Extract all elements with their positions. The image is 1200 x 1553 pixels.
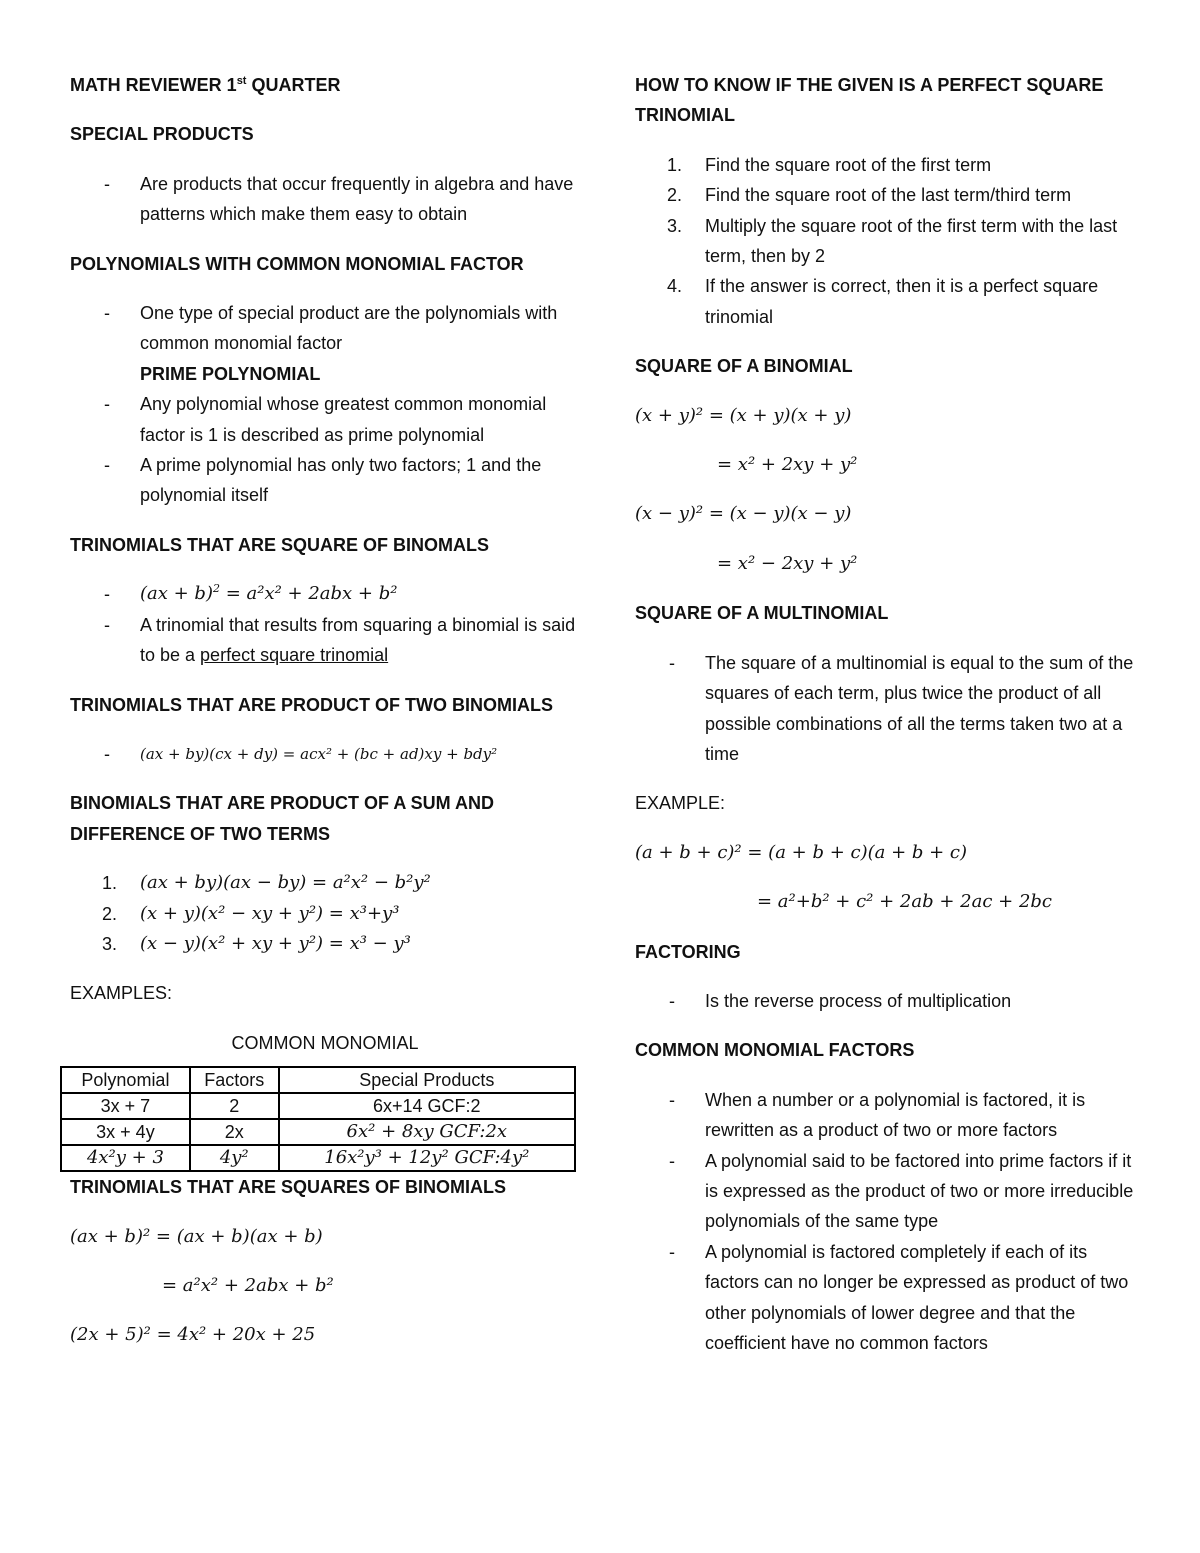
poly-common-item-3 <box>70 450 580 511</box>
binom-item-3 <box>70 929 580 959</box>
poly-common-text-2: Any polynomial whose greatest common monomial factor is 1 is described as prime polynomial <box>140 394 547 445</box>
table-header: Special Products <box>279 1067 575 1093</box>
tri-square-heading: TRINOMIALS THAT ARE SQUARE OF BINOMALS <box>70 534 489 555</box>
square-binomial-heading: SQUARE OF A BINOMIAL <box>635 356 853 377</box>
table-cell: 16x²y³ + 12y² GCF:4y² <box>279 1145 575 1171</box>
table-row <box>61 1145 575 1171</box>
step-text: Find the square root of the first term <box>705 154 992 175</box>
perfect-square-step-3 <box>635 211 1145 272</box>
tri-square-text <box>140 610 580 671</box>
dash-marker: - <box>104 394 110 415</box>
tri-square-formula-item <box>70 579 580 609</box>
table-cell: 6x+14 GCF:2 <box>279 1093 575 1119</box>
list-number: 2. <box>667 185 683 206</box>
left-column <box>70 70 580 1351</box>
square-multinomial-text: The square of a multinomial is equal to the sum of the squares of each term, plus twice the product of all possible combinations of all the terms taken two at a time <box>705 652 1134 764</box>
binom-item-1 <box>70 868 580 898</box>
perfect-square-step-2 <box>635 180 1145 210</box>
tri-square-formula: (ax + b)$^2$ = a²x² + 2abx + b² <box>140 582 398 605</box>
tri-squares-eq-3: (2x + 5)² = 4x² + 20x + 25 <box>70 1324 316 1346</box>
binom-formula-3: (x − y)(x² + xy + y²) = x³ − y³ <box>140 932 411 954</box>
table-cell: 6x² + 8xy GCF:2x <box>279 1119 575 1145</box>
perfect-square-trinomial-term: perfect square trinomial <box>200 645 389 666</box>
cmf-text-2: A polynomial said to be factored into prime factors if it is expressed as the product of two or more irreducible polynomials of the same type <box>705 1150 1134 1232</box>
table-cell: 2x <box>190 1119 279 1145</box>
square-binomial-eq-1: (x + y)² = (x + y)(x + y) <box>635 404 852 426</box>
factoring-heading: FACTORING <box>635 941 741 962</box>
binom-item-2 <box>70 899 580 929</box>
table-header: Factors <box>190 1067 279 1093</box>
square-multinomial-item <box>635 648 1145 770</box>
binom-formula-2: (x + y)(x² − xy + y²) = x³+y³ <box>140 902 400 924</box>
cmf-item-1 <box>635 1085 1145 1146</box>
title-main: MATH REVIEWER 1 <box>70 75 237 95</box>
square-binomial-eq-2: = x² + 2xy + y² <box>717 454 858 476</box>
tri-product-formula: (ax + by)(cx + dy) = acx² + (bc + ad)xy + bdy² <box>140 744 498 763</box>
dash-marker: - <box>104 303 110 324</box>
factoring-item <box>635 986 1145 1016</box>
right-column <box>635 70 1145 1358</box>
binom-sum-diff-heading: BINOMIALS THAT ARE PRODUCT OF A SUM AND DIFFERENCE OF TWO TERMS <box>70 793 494 844</box>
dash-marker: - <box>104 584 110 605</box>
dash-marker: - <box>669 1089 675 1110</box>
cmf-text-1: When a number or a polynomial is factored, it is rewritten as a product of two or more factors <box>705 1089 1086 1141</box>
example-label: EXAMPLE: <box>635 793 726 814</box>
document-title <box>70 70 580 100</box>
table-cell: 2 <box>190 1093 279 1119</box>
tri-square-text-item <box>70 610 580 671</box>
list-number: 1. <box>667 154 683 175</box>
special-products-heading: SPECIAL PRODUCTS <box>70 124 254 145</box>
factoring-text: Is the reverse process of multiplication <box>705 990 1012 1011</box>
special-products-text: Are products that occur frequently in algebra and have patterns which make them easy to obtain <box>140 173 574 225</box>
tri-squares-heading: TRINOMIALS THAT ARE SQUARES OF BINOMIALS <box>70 1177 506 1198</box>
step-text: Find the square root of the last term/third term <box>705 185 1072 206</box>
poly-common-text-3: A prime polynomial has only two factors; 1 and the polynomial itself <box>140 455 542 506</box>
prime-polynomial-subheading: PRIME POLYNOMIAL <box>140 363 321 384</box>
table-cell: 4x²y + 3 <box>61 1145 190 1171</box>
square-multinomial-eq-1: (a + b + c)² = (a + b + c)(a + b + c) <box>635 841 968 863</box>
dash-marker: - <box>669 990 675 1011</box>
list-number: 3. <box>102 933 118 954</box>
perfect-square-heading: HOW TO KNOW IF THE GIVEN IS A PERFECT SQUARE TRINOMIAL <box>635 75 1104 126</box>
poly-common-text-1: One type of special product are the polynomials with common monomial factor <box>140 303 558 354</box>
table-header: Polynomial <box>61 1067 190 1093</box>
perfect-square-step-4 <box>635 271 1145 332</box>
tri-square-text-pre: A trinomial that results from squaring a binomial is said to be a <box>140 614 576 666</box>
tri-product-heading: TRINOMIALS THAT ARE PRODUCT OF TWO BINOMIALS <box>70 694 553 715</box>
tri-product-formula-item <box>70 739 580 769</box>
poly-common-heading: POLYNOMIALS WITH COMMON MONOMIAL FACTOR <box>70 253 524 274</box>
dash-marker: - <box>669 1241 675 1262</box>
tri-squares-eq-2: = a²x² + 2abx + b² <box>162 1274 334 1296</box>
formula-rhs: = a²x² + 2abx + b² <box>219 583 398 605</box>
cmf-heading: COMMON MONOMIAL FACTORS <box>635 1040 915 1061</box>
poly-common-item-2 <box>70 389 580 450</box>
cmf-text-3: A polynomial is factored completely if each of its factors can no longer be expressed as product of two other polynomials of lower degree and that the coefficient have no common factors <box>705 1241 1129 1353</box>
formula-lhs: (ax + b) <box>140 583 213 605</box>
cmf-item-2 <box>635 1146 1145 1237</box>
dash-marker: - <box>104 455 110 476</box>
dash-marker: - <box>104 743 110 764</box>
table-row <box>61 1119 575 1145</box>
dash-marker: - <box>104 614 110 635</box>
list-number: 1. <box>102 873 118 894</box>
table-cell: 4y² <box>190 1145 279 1171</box>
table-cell: 3x + 7 <box>61 1093 190 1119</box>
special-products-item <box>70 169 580 230</box>
dash-marker: - <box>669 1150 675 1171</box>
perfect-square-step-1 <box>635 150 1145 180</box>
title-sup: st <box>236 75 247 87</box>
table-row <box>61 1093 575 1119</box>
square-binomial-eq-3: (x − y)² = (x − y)(x − y) <box>635 503 852 525</box>
common-monomial-table <box>60 1066 576 1172</box>
binom-formula-1: (ax + by)(ax − by) = a²x² − b²y² <box>140 872 431 894</box>
step-text: Multiply the square root of the first term with the last term, then by 2 <box>705 215 1118 267</box>
poly-common-item-1 <box>70 298 580 359</box>
dash-marker: - <box>104 173 110 194</box>
list-number: 4. <box>667 276 683 297</box>
title-end: QUARTER <box>246 75 341 95</box>
list-number: 2. <box>102 903 118 924</box>
square-binomial-eq-4: = x² − 2xy + y² <box>717 552 858 574</box>
dash-marker: - <box>669 652 675 673</box>
table-header-row <box>61 1067 575 1093</box>
square-multinomial-heading: SQUARE OF A MULTINOMIAL <box>635 603 889 624</box>
cmf-item-3 <box>635 1237 1145 1359</box>
list-number: 3. <box>667 215 683 236</box>
square-multinomial-eq-2: = a²+b² + c² + 2ab + 2ac + 2bc <box>757 891 1052 913</box>
table-title: COMMON MONOMIAL <box>231 1032 419 1053</box>
step-text: If the answer is correct, then it is a perfect square trinomial <box>705 276 1099 327</box>
tri-squares-eq-1: (ax + b)² = (ax + b)(ax + b) <box>70 1225 323 1247</box>
examples-label: EXAMPLES: <box>70 983 173 1004</box>
table-cell: 3x + 4y <box>61 1119 190 1145</box>
